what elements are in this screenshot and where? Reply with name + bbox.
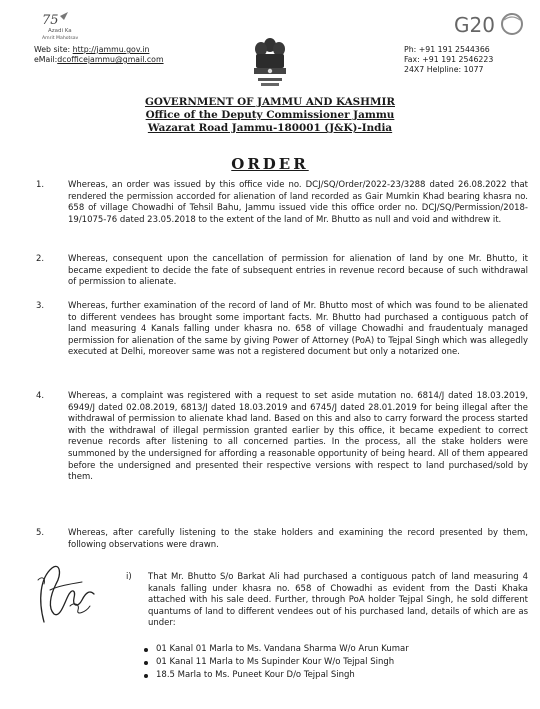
paragraph-text: Whereas, consequent upon the cancellation of permission for alienation of land by one Mr. Bhutto, it became expedient to decide the fate of subsequent entries in revenue record because of such withdrawal of permission to alienate. [68, 254, 528, 288]
paragraph-number: 4. [36, 391, 45, 401]
bullet-icon [144, 648, 148, 652]
phone-number: Ph: +91 191 2544366 [404, 45, 490, 54]
helpline-number: 24X7 Helpline: 1077 [404, 65, 484, 74]
heading-address: Wazarat Road Jammu-180001 (J&K)-India [147, 122, 393, 134]
office-heading [0, 96, 540, 135]
observation-i [126, 572, 528, 630]
paragraph-text: Whereas, further examination of the record of land of Mr. Bhutto most of which was found to be alienated to different vendees has brought some important facts. Mr. Bhutto had purchased a contiguous patch of land measuring 4 Kanals falling under khasra no. 658 of village Chowadhi and fraudentualy managed permission for alienation of the same by giving Power of Attorney (PoA) to Tejpal Singh which was allegedly executed at Delhi, moreover same was not a registered document but only a notarized one. [68, 301, 528, 358]
g20-logo [452, 10, 524, 40]
vendee-list [144, 643, 409, 682]
paragraph-text: Whereas, after carefully listening to the stake holders and examining the record presented by them, following observations were drawn. [68, 528, 528, 550]
list-item [144, 643, 409, 656]
paragraph-1 [36, 180, 528, 226]
order-title: ORDER [231, 155, 309, 173]
paragraph-2 [36, 254, 528, 289]
contact-web-email [34, 45, 164, 65]
handwritten-signature [30, 560, 105, 630]
list-item-text: 01 Kanal 11 Marla to Ms Supinder Kour W/o Tejpal Singh [156, 657, 395, 667]
fax-number: Fax: +91 191 2546223 [404, 55, 494, 64]
paragraph-3 [36, 301, 528, 359]
observation-number: i) [126, 572, 132, 582]
paragraph-number: 5. [36, 528, 45, 538]
heading-office: Office of the Deputy Commissioner Jammu [145, 109, 395, 121]
contact-phone-fax [404, 45, 493, 75]
paragraph-number: 3. [36, 301, 45, 311]
bullet-icon [144, 674, 148, 678]
paragraph-text: Whereas, an order was issued by this office vide no. DCJ/SQ/Order/2022-23/3288 dated 26.08.2022 that rendered the permission accorded for alienation of land recorded as Gair Mumkin Khad bearing khasra no. 658 of village Chowadhi of Tehsil Bahu, Jammu issued vide this office order no. DCJ/SQ/Permission/2018-19/1075-76 dated 23.05.2018 to the extent of the land of Mr. Bhutto as null and void and withdrew it. [68, 180, 528, 225]
paragraph-4 [36, 391, 528, 484]
paragraph-number: 1. [36, 180, 45, 190]
azadi-ka-amrit-mahotsav-logo [38, 10, 96, 42]
website-link[interactable]: http://jammu.gov.in [72, 45, 150, 54]
list-item-text: 18.5 Marla to Ms. Puneet Kour D/o Tejpal Singh [156, 670, 355, 680]
azadi-logo-line2: Amrit Mahotsav [42, 36, 79, 41]
list-item [144, 669, 409, 682]
paragraph-5 [36, 528, 528, 551]
bullet-icon [144, 661, 148, 665]
email-link[interactable]: dcofficejammu@gmail.com [57, 55, 164, 64]
paragraph-number: 2. [36, 254, 45, 264]
email-label: eMail: [34, 55, 58, 64]
heading-government: GOVERNMENT OF JAMMU AND KASHMIR [144, 96, 395, 108]
g20-logo-text: G20 [454, 13, 495, 37]
website-row [34, 45, 164, 55]
azadi-logo-line1: Azadi Ka [48, 28, 72, 34]
email-row [34, 55, 164, 65]
state-emblem-icon [252, 36, 288, 90]
paragraph-text: Whereas, a complaint was registered with a request to set aside mutation no. 6814/J dated 18.03.2019, 6949/J dated 02.08.2019, 6813/J dated 18.03.2019 and 6745/J dated 28.01.2019 for being illegal after the withdrawal of permission to alienate khad land. Based on this and also to carry forward the process started with the withdrawal of illegal permission granted earlier by this office, it became expedient to correct revenue records after listening to all concerned parties. In the process, all the stake holders were summoned by the undersigned for affording a reasonable opportunity of being heard. All of them appeared before the undersigned and presented their respective versions with respect to land purchased/sold by them. [68, 391, 528, 483]
website-label: Web site: [34, 45, 73, 54]
azadi-logo-number: 75 [42, 13, 59, 28]
list-item [144, 656, 409, 669]
observation-text: That Mr. Bhutto S/o Barkat Ali had purchased a contiguous patch of land measuring 4 kanals falling under khasra no. 658 of Chowadhi as evident from the Dasti Khaka attached with his sale deed. Further, through PoA holder Tejpal Singh, he sold different quantums of land to different vendees out of his purchased land, details of which are as under: [148, 572, 528, 629]
list-item-text: 01 Kanal 01 Marla to Ms. Vandana Sharma W/o Arun Kumar [156, 644, 409, 654]
